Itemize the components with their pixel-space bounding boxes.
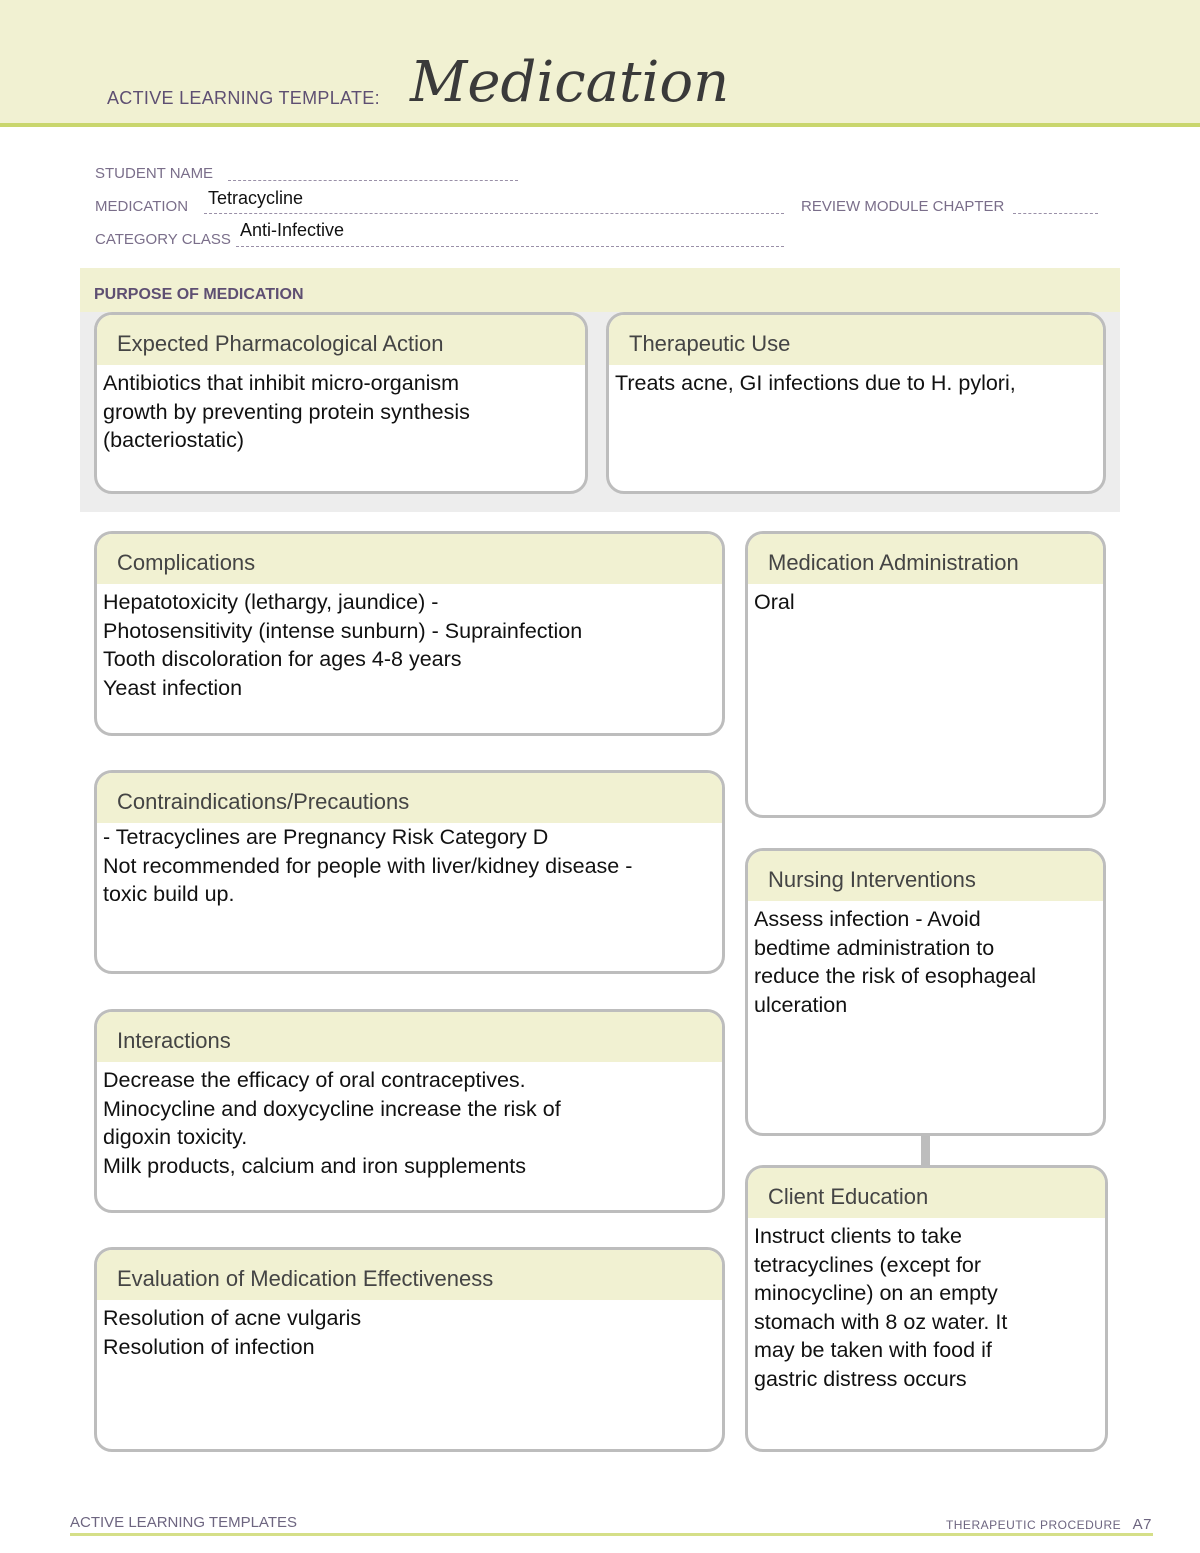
interactions-box: [94, 1009, 725, 1213]
review-module-field[interactable]: [1013, 196, 1098, 214]
box-body[interactable]: Decrease the efficacy of oral contraceptives. Minocycline and doxycycline increase the risk of digoxin toxicity. Milk products, calcium and iron supplements: [103, 1068, 561, 1178]
footer-rule: [70, 1533, 1153, 1536]
box-body[interactable]: - Tetracyclines are Pregnancy Risk Category D Not recommended for people with liver/kidney disease - toxic build up.: [103, 825, 633, 906]
medication-administration-box: [745, 531, 1106, 818]
footer-section: THERAPEUTIC PROCEDURE: [945, 1518, 1122, 1532]
box-title: Interactions: [97, 1012, 722, 1062]
page-number: A7: [1132, 1516, 1152, 1533]
box-body[interactable]: Instruct clients to take tetracyclines (except for minocycline) on an empty stomach with 8 oz water. It may be taken with food if gastric distress occurs: [754, 1224, 1008, 1391]
box-title: Expected Pharmacological Action: [97, 315, 585, 365]
medication-value: Tetracycline: [208, 188, 304, 208]
complications-box: [94, 531, 725, 736]
therapeutic-use-box: [606, 312, 1106, 494]
box-title: Evaluation of Medication Effectiveness: [97, 1250, 722, 1300]
box-title: Medication Administration: [748, 534, 1103, 584]
purpose-title: PURPOSE OF MEDICATION: [94, 286, 304, 303]
box-body[interactable]: Resolution of acne vulgaris Resolution of infection: [103, 1306, 362, 1359]
box-body[interactable]: Antibiotics that inhibit micro-organism growth by preventing protein synthesis (bacteriostatic): [103, 371, 470, 452]
template-title: Medication: [410, 50, 730, 115]
category-class-label: CATEGORY CLASS: [95, 231, 231, 248]
box-body[interactable]: Treats acne, GI infections due to H. pylori,: [615, 371, 1016, 395]
student-name-label: STUDENT NAME: [95, 165, 214, 182]
client-education-box: [745, 1165, 1108, 1452]
contraindications-box: [94, 770, 725, 974]
box-title: Complications: [97, 534, 722, 584]
box-title: Nursing Interventions: [748, 851, 1103, 901]
footer-left: ACTIVE LEARNING TEMPLATES: [70, 1514, 297, 1531]
expected-action-box: [94, 312, 588, 494]
box-body[interactable]: Assess infection - Avoid bedtime administration to reduce the risk of esophageal ulceration: [754, 907, 1037, 1017]
box-title: Therapeutic Use: [609, 315, 1103, 365]
nursing-interventions-box: [745, 848, 1106, 1136]
footer-right: [946, 1516, 1152, 1533]
box-body[interactable]: Oral: [754, 590, 795, 614]
template-label: ACTIVE LEARNING TEMPLATE:: [107, 88, 380, 108]
box-body[interactable]: Hepatotoxicity (lethargy, jaundice) - Photosensitivity (intense sunburn) - Suprainfection Tooth discoloration for ages 4-8 years Yeast infection: [103, 590, 583, 700]
student-name-field[interactable]: [228, 165, 518, 181]
box-title: Contraindications/Precautions: [97, 773, 722, 823]
evaluation-box: [94, 1247, 725, 1452]
connector-bar: [921, 1135, 930, 1167]
review-module-label: REVIEW MODULE CHAPTER: [801, 198, 1005, 215]
box-title: Client Education: [748, 1168, 1105, 1218]
medication-label: MEDICATION: [95, 198, 189, 215]
category-class-value: Anti-Infective: [240, 220, 345, 240]
